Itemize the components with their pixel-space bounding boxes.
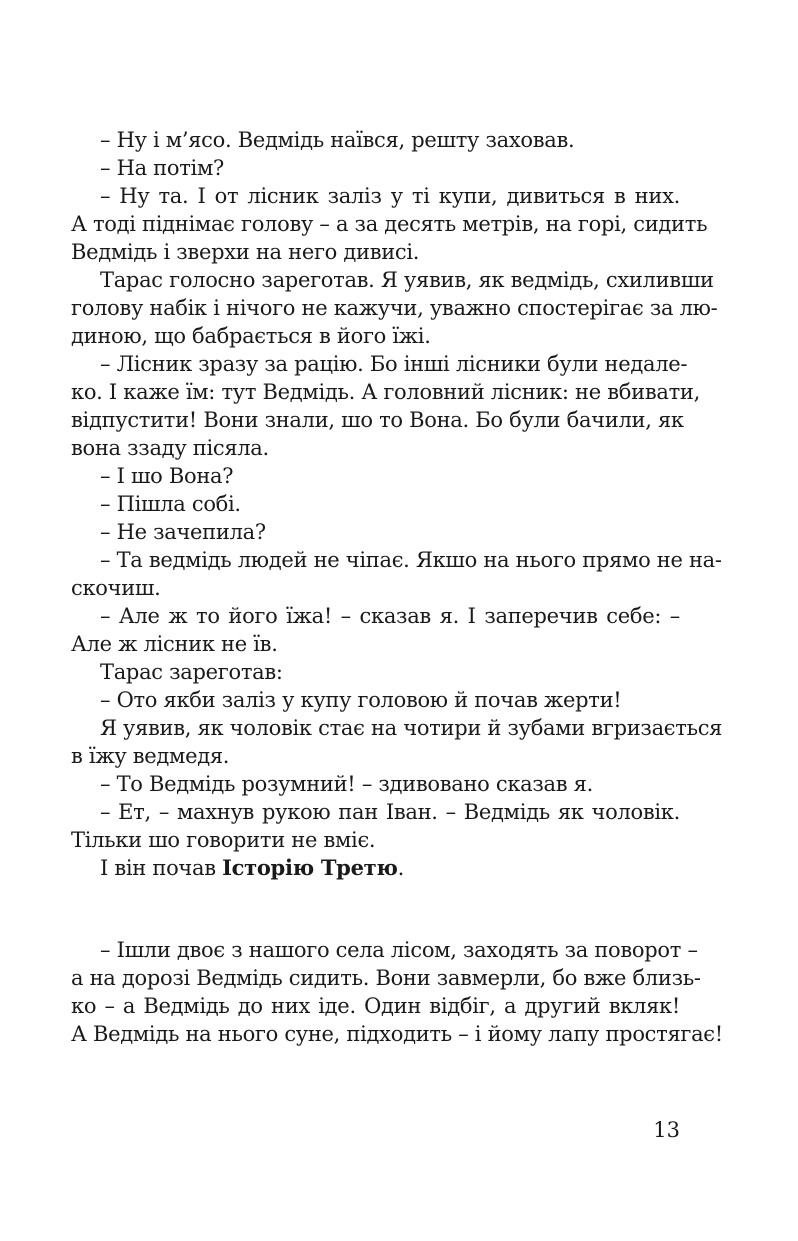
page-number: 13	[653, 1118, 680, 1142]
chapter-title: Історію Третю	[222, 855, 398, 880]
text-line: – Ет, – махнув рукою пан Іван. – Ведмідь як чоловік.	[100, 800, 680, 824]
text-line: Тільки шо говорити не вміє.	[71, 828, 376, 852]
text-line: – Та ведмідь людей не чіпає. Якшо на нього прямо не на-	[100, 548, 722, 572]
text-line: Ведмідь і зверхи на него дивисі.	[71, 240, 420, 264]
text-line: – І шо Вона?	[100, 464, 234, 488]
text-line: відпустити! Вони знали, шо то Вона. Бо були бачили, як	[71, 408, 684, 432]
text-line: – Але ж то його їжа! – сказав я. І заперечив себе: –	[100, 604, 680, 628]
text-line: скочиш.	[71, 576, 161, 600]
text-line: А Ведмідь на нього суне, підходить – і йому лапу простягає!	[71, 1022, 723, 1046]
text-line: – Ішли двоє з нашого села лісом, заходять за поворот –	[100, 938, 698, 962]
text-line: – Не зачепила?	[100, 520, 266, 544]
chapter-intro-prefix: І він почав	[100, 856, 223, 880]
text-line: ко – а Ведмідь до них іде. Один відбіг, а другий вкляк!	[71, 994, 680, 1018]
chapter-intro-suffix: .	[397, 856, 404, 880]
text-line: – Ну та. І от лісник заліз у ті купи, дивиться в них.	[100, 184, 680, 208]
chapter-intro-line	[71, 854, 680, 882]
text-line: Але ж лісник не їв.	[71, 632, 278, 656]
text-line: – Ну і м’ясо. Ведмідь наївся, решту заховав.	[100, 128, 575, 152]
text-line: диною, що бабрається в його їжі.	[71, 324, 431, 348]
text-line: Я уявив, як чоловік стає на чотири й зубами вгризається	[100, 716, 723, 740]
text-line: Тарас зареготав:	[100, 660, 283, 684]
text-line: А тоді піднімає голову – а за десять метрів, на горі, сидить	[71, 212, 708, 236]
text-line: – Лісник зразу за рацію. Бо інші лісники були недале-	[100, 352, 688, 376]
text-line: – То Ведмідь розумний! – здивовано сказав я.	[100, 772, 593, 796]
main-text-block	[71, 126, 723, 882]
text-line: голову набік і нічого не кажучи, уважно спостерігає за лю-	[71, 296, 718, 320]
text-line: – Ото якби заліз у купу головою й почав жерти!	[100, 688, 622, 712]
text-line: вона ззаду пісяла.	[71, 436, 269, 460]
text-line: – На потім?	[100, 156, 224, 180]
text-line: ко. І каже їм: тут Ведмідь. А головний лісник: не вбивати,	[71, 380, 700, 404]
text-line: Тарас голосно зареготав. Я уявив, як ведмідь, схиливши	[100, 268, 714, 292]
chapter-text-block	[71, 936, 723, 1048]
text-line: а на дорозі Ведмідь сидить. Вони завмерли, бо вже близь-	[71, 966, 701, 990]
text-line: – Пішла собі.	[100, 492, 241, 516]
text-line: в їжу ведмедя.	[71, 744, 230, 768]
